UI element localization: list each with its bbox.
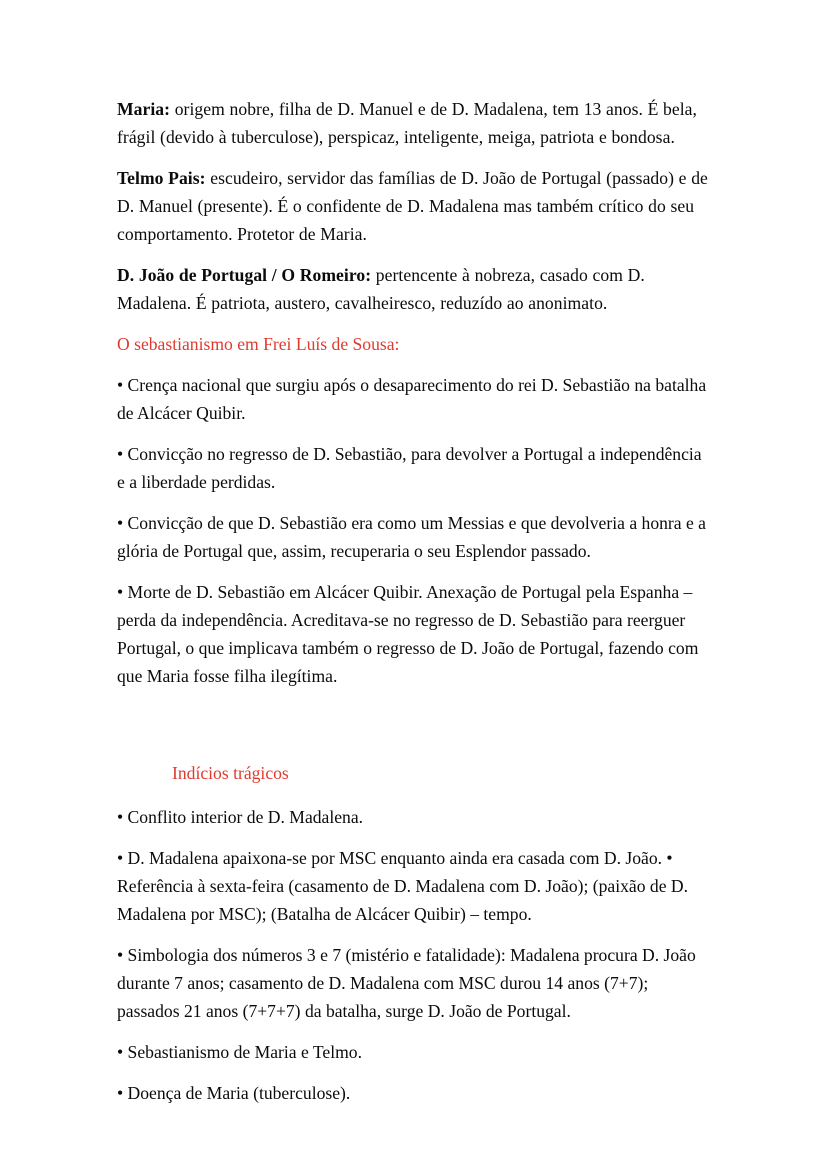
bullet-item: • Sebastianismo de Maria e Telmo. xyxy=(117,1042,362,1062)
character-paragraph-djoao xyxy=(117,261,713,317)
bullet-item: • Conflito interior de D. Madalena. xyxy=(117,807,364,827)
character-paragraph-maria xyxy=(117,95,713,151)
character-name-maria: Maria: xyxy=(117,99,171,119)
section-spacer xyxy=(117,703,713,759)
bullet-item: • Simbologia dos números 3 e 7 (mistério e fatalidade): Madalena procura D. João durante 7 anos; casamento de D. Madalena com MSC durou 14 anos (7+7); passados 21 anos (7+7+7) da batalha, surge D. João de Portugal. xyxy=(117,945,696,1021)
character-paragraph-telmo xyxy=(117,164,713,248)
bullet-item: • Convicção de que D. Sebastião era como um Messias e que devolveria a honra e a glória de Portugal que, assim, recuperaria o seu Esplendor passado. xyxy=(117,513,706,561)
bullet-item: • D. Madalena apaixona-se por MSC enquanto ainda era casada com D. João. • Referência à sexta-feira (casamento de D. Madalena com D. João); (paixão de D. Madalena por MSC); (Batalha de Alcácer Quibir) – tempo. xyxy=(117,848,689,924)
bullet-item: • Morte de D. Sebastião em Alcácer Quibir. Anexação de Portugal pela Espanha – perda da independência. Acreditava-se no regresso de D. Sebastião para reerguer Portugal, o que implicava também o regresso de D. João de Portugal, fazendo com que Maria fosse filha ilegítima. xyxy=(117,582,699,686)
section-heading-indicios: Indícios trágicos xyxy=(172,763,289,783)
bullet-item: • Convicção no regresso de D. Sebastião, para devolver a Portugal a independência e a liberdade perdidas. xyxy=(117,444,702,492)
bullet-item: • Doença de Maria (tuberculose). xyxy=(117,1083,351,1103)
character-description-djoao: pertencente à nobreza, casado com D. Madalena. É patriota, austero, cavalheiresco, reduzído ao anonimato. xyxy=(117,265,645,313)
character-name-djoao: D. João de Portugal / O Romeiro: xyxy=(117,265,372,285)
character-description-maria: origem nobre, filha de D. Manuel e de D. Madalena, tem 13 anos. É bela, frágil (devido à tuberculose), perspicaz, inteligente, meiga, patriota e bondosa. xyxy=(117,99,697,147)
character-description-telmo: escudeiro, servidor das famílias de D. João de Portugal (passado) e de D. Manuel (presente). É o confidente de D. Madalena mas também crítico do seu comportamento. Protetor de Maria. xyxy=(117,168,708,244)
character-name-telmo: Telmo Pais: xyxy=(117,168,206,188)
section-heading-sebastianismo: O sebastianismo em Frei Luís de Sousa: xyxy=(117,334,400,354)
document-body xyxy=(117,95,713,1107)
bullet-item: • Crença nacional que surgiu após o desaparecimento do rei D. Sebastião na batalha de Alcácer Quibir. xyxy=(117,375,707,423)
